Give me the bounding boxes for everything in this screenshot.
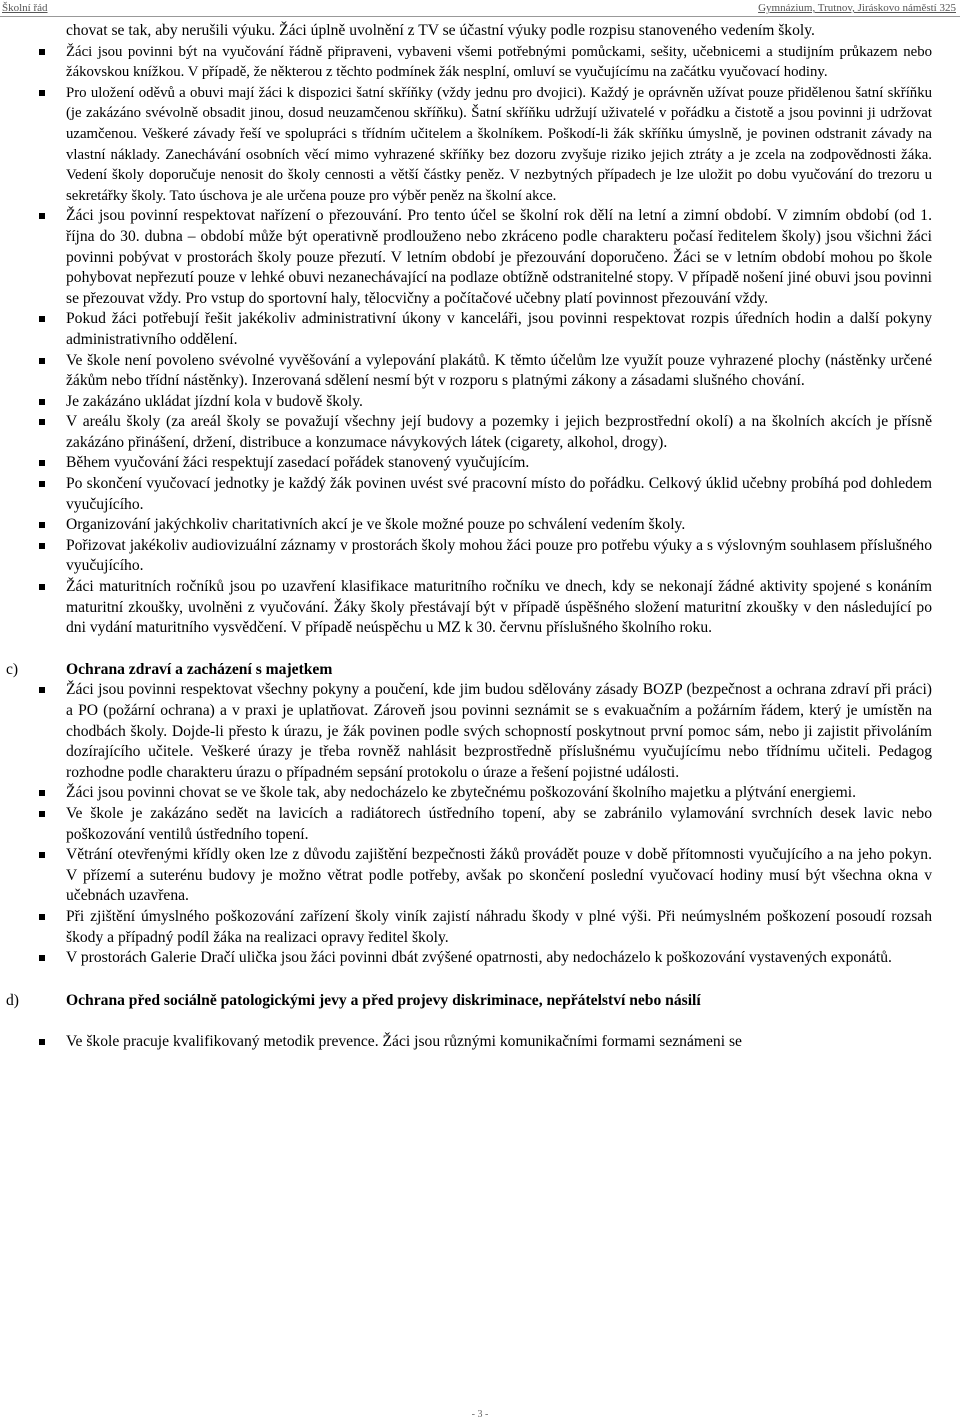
list-item: Ve škole pracuje kvalifikovaný metodik prevence. Žáci jsou různými komunikačními formami seznámeni se xyxy=(66,1032,932,1053)
list-item: V prostorách Galerie Dračí ulička jsou žáci povinni dbát zvýšené opatrnosti, aby nedocházelo k poškozování vystavených exponátů. xyxy=(66,948,932,969)
header-document-title: Školní řád xyxy=(2,2,48,14)
section-c xyxy=(6,660,932,969)
section-letter: c) xyxy=(6,660,19,678)
rules-list-b xyxy=(66,42,932,639)
rules-list-d xyxy=(66,1032,932,1053)
list-item: Pro uložení oděvů a obuvi mají žáci k dispozici šatní skříňky (vždy jednu pro dvojici). Každý je oprávněn užívat pouze přidělenou šatní skříňku (je zakázáno svévolně obsadit jinou, dosud neuzamčenou skříňku). Šatní skříňku udržují uživatelé v pořádku a čistotě a jsou povinni ji udržovat uzamčenou. Veškeré závady řeší ve spolupráci s třídním učitelem a školníkem. Poškodí-li žák skříňku úmyslně, je povinen odstranit závady na vlastní náklady. Zanechávání osobních věcí mimo vyhrazené skříňky bez dozoru zvyšuje riziko jejich ztráty a je zcela na zodpovědnosti žáka. Vedení školy doporučuje nenosit do školy cennosti a větší částky peněz. V nezbytných případech je lze uložit po dobu vyučování do trezoru u sekretářky školy. Tato úschova je ale určena pouze pro výběr peněz na školní akce. xyxy=(66,83,932,207)
section-title: Ochrana před sociálně patologickými jevy a před projevy diskriminace, nepřátelství nebo násilí xyxy=(66,991,701,1009)
intro-continuation: chovat se tak, aby nerušili výuku. Žáci úplně uvolnění z TV se účastní výuky podle rozpisu stanoveného vedením školy. xyxy=(66,22,815,39)
section-d xyxy=(6,991,932,1053)
page-content xyxy=(6,21,932,1053)
list-item: Pokud žáci potřebují řešit jakékoliv administrativní úkony v kanceláři, jsou povinni respektovat rozpis úředních hodin a další pokyny administrativního oddělení. xyxy=(66,309,932,350)
list-item: Žáci jsou povinni chovat se ve škole tak, aby nedocházelo ke zbytečnému poškozování školního majetku a plýtvání energiemi. xyxy=(66,783,932,804)
rules-list-c xyxy=(66,680,932,968)
list-item: Žáci maturitních ročníků jsou po uzavření klasifikace maturitního ročníku ve dnech, kdy se nekonají žádné aktivity spojené s konáním maturitní zkoušky, uvolněni z vyučování. Žáky školy přestávají být v případě úspěšného složení maturitní zkoušky v den následující po dni vydání maturitního vysvědčení. V případě neúspěchu u MZ k 30. červnu příslušného školního roku. xyxy=(66,577,932,639)
list-item: Žáci jsou povinni být na vyučování řádně připraveni, vybaveni všemi potřebnými pomůckami, sešity, učebnicemi a studijním průkazem nebo žákovskou knížkou. V případě, že některou z těchto podmínek žák nesplní, omluví se vyučujícímu na začátku vyučovací hodiny. xyxy=(66,42,932,83)
list-item: Během vyučování žáci respektují zasedací pořádek stanovený vyučujícím. xyxy=(66,453,932,474)
list-item: Při zjištění úmyslného poškozování zařízení školy viník zajistí náhradu škody v plné výši. Při neúmyslném poškození posoudí rozsah škody a případný podíl žáka na realizaci opravy ředitel školy. xyxy=(66,907,932,948)
list-item: Ve škole je zakázáno sedět na lavicích a radiátorech ústředního topení, aby se zabránilo vylamování svrchních desek lavic nebo poškozování ventilů ústředního topení. xyxy=(66,804,932,845)
section-letter: d) xyxy=(6,991,19,1009)
list-item: V areálu školy (za areál školy se považují všechny její budovy a pozemky i jejich bezprostřední okolí) a na školních akcích je přísně zakázáno přinášení, držení, distribuce a konzumace návykových látek (cigarety, alkohol, drogy). xyxy=(66,412,932,453)
page-number: - 3 - xyxy=(471,1409,489,1420)
list-item: Pořizovat jakékoliv audiovizuální záznamy v prostorách školy mohou žáci pouze pro potřebu výuky a s výslovným souhlasem příslušného vyučujícího. xyxy=(66,536,932,577)
list-item: Po skončení vyučovací jednotky je každý žák povinen uvést své pracovní místo do pořádku. Celkový úklid učebny probíhá pod dohledem vyučujícího. xyxy=(66,474,932,515)
list-item: Větrání otevřenými křídly oken lze z důvodu zajištění bezpečnosti žáků provádět pouze v době přítomnosti vyučujícího a na jeho pokyn. V přízemí a suterénu budovy je možno větrat podle potřeby, avšak po skončení poslední vyučovací hodiny musí být všechna okna v učebnách uzavřena. xyxy=(66,845,932,907)
list-item: Žáci jsou povinní respektovat nařízení o přezouvání. Pro tento účel se školní rok dělí na letní a zimní období. V zimním období (od 1. října do 30. dubna – období může být operativně prodlouženo nebo zkráceno podle charakteru počasí ředitelem školy) jsou všichni žáci povinni pobývat v prostorách školy pouze přezutí. V letním období je přezouvání doporučeno. Žáci se v letním období mohou po škole pohybovat nepřezutí pouze v lehké obuvi nezanechávající na podlaze obtížně odstranitelné stopy. V případě nošení jiné obuvi jsou povinni se přezouvat vždy. Pro vstup do sportovní haly, tělocvičny a počítačové učebny platí povinnost přezouvání vždy. xyxy=(66,206,932,309)
section-heading xyxy=(6,660,932,681)
list-item: Organizování jakýchkoliv charitativních akcí je ve škole možné pouze po schválení vedením školy. xyxy=(66,515,932,536)
list-item: Je zakázáno ukládat jízdní kola v budově školy. xyxy=(66,392,932,413)
header-divider xyxy=(0,16,960,17)
header-school-name: Gymnázium, Trutnov, Jiráskovo náměstí 325 xyxy=(758,2,956,14)
list-item: Ve škole není povoleno svévolné vyvěšování a vylepování plakátů. K těmto účelům lze využít pouze vyhrazené plochy (nástěnky určené žákům nebo třídní nástěnky). Inzerovaná sdělení nesmí být v rozporu s platnými zákony a zásadami slušného chování. xyxy=(66,351,932,392)
section-title: Ochrana zdraví a zacházení s majetkem xyxy=(66,660,333,678)
section-heading xyxy=(6,991,932,1012)
list-item: Žáci jsou povinni respektovat všechny pokyny a poučení, kde jim budou sdělovány zásady BOZP (bezpečnost a ochrana zdraví při práci) a PO (požární ochrana) a v praxi je uplatňovat. Zároveň jsou povinni seznámit se s evakuačním a požárním řádem, který je umístěn na chodbách školy. Dojde-li přesto k úrazu, je žák povinen podle svých schopností poskytnout první pomoc sám, nebo ji zajistit přivoláním dozírajícího učitele. Veškeré úrazy je třeba rovněž nahlásit bezprostředně příslušnému vyučujícímu nebo třídnímu učiteli. Pedagog rozhodne podle charakteru úrazu o případném sepsání protokolu o úraze a řešení pojistné události. xyxy=(66,680,932,783)
